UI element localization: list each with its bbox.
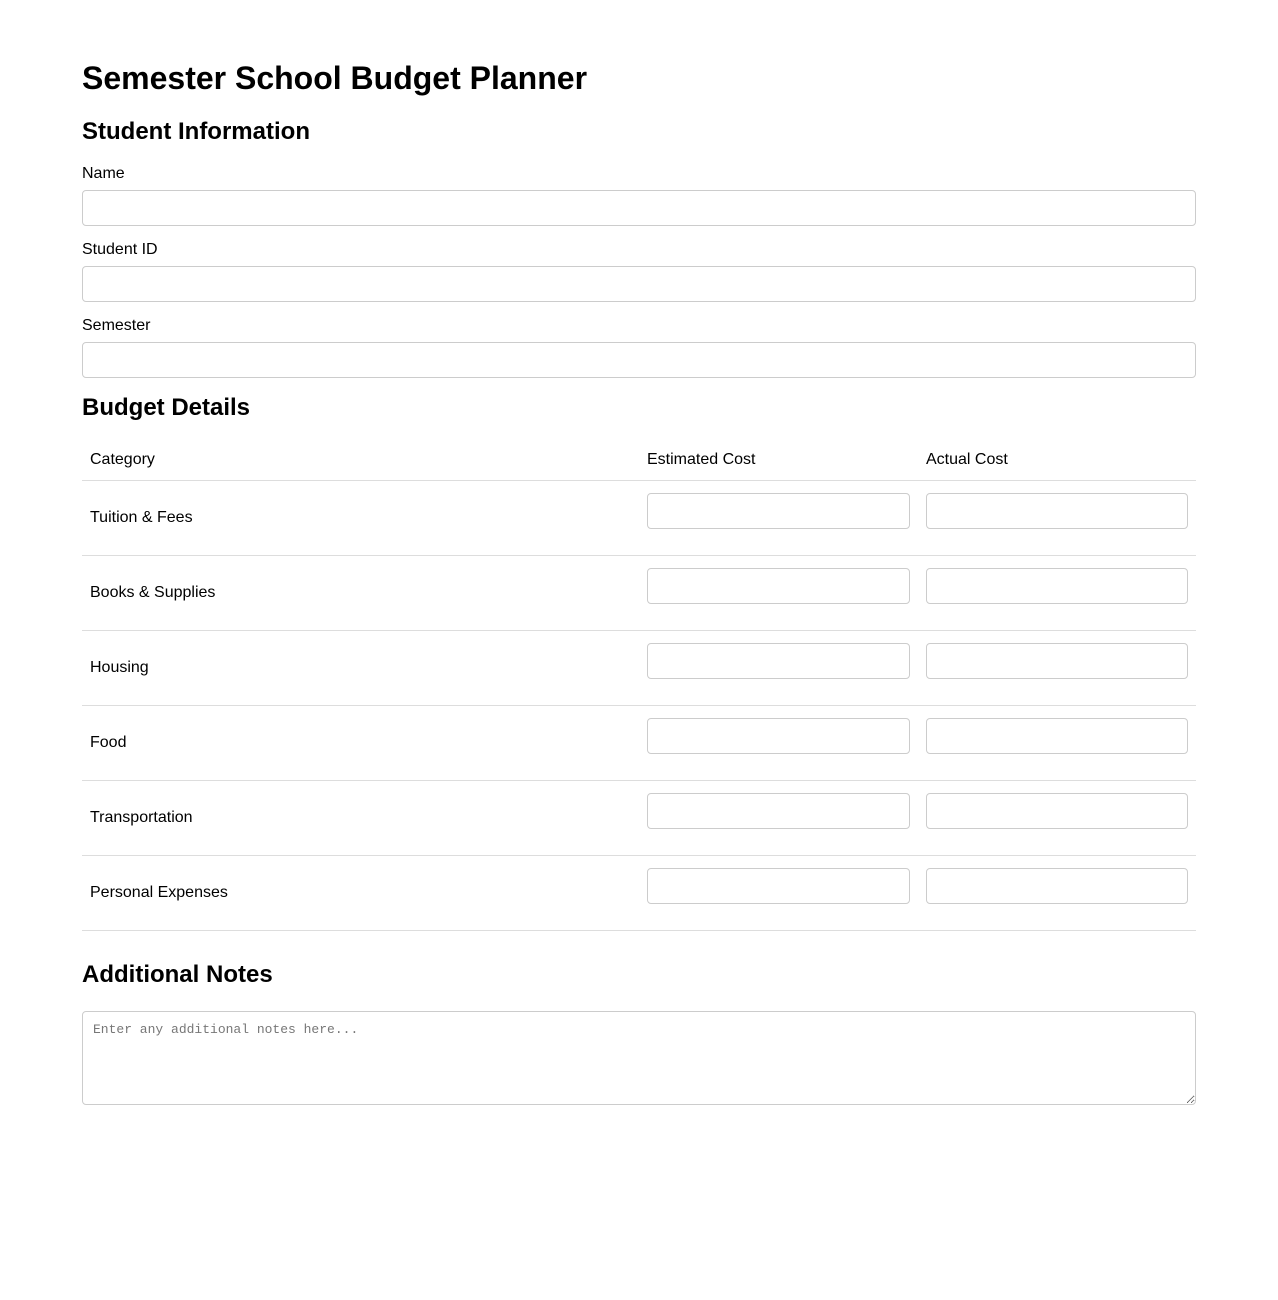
category-cell: Housing: [82, 630, 639, 705]
estimated-cost-input[interactable]: [647, 568, 910, 604]
actual-cell: [918, 855, 1196, 930]
estimated-cell: [639, 555, 918, 630]
estimated-cell: [639, 705, 918, 780]
notes-textarea[interactable]: [82, 1011, 1196, 1105]
additional-notes-heading: Additional Notes: [82, 960, 273, 988]
name-label: Name: [82, 165, 125, 182]
actual-cost-input[interactable]: [926, 568, 1188, 604]
student-id-label: Student ID: [82, 241, 158, 258]
actual-cost-input[interactable]: [926, 868, 1188, 904]
estimated-cost-input[interactable]: [647, 718, 910, 754]
estimated-cell: [639, 630, 918, 705]
category-cell: Food: [82, 705, 639, 780]
actual-cost-input[interactable]: [926, 643, 1188, 679]
estimated-cost-input[interactable]: [647, 793, 910, 829]
estimated-cost-input[interactable]: [647, 493, 910, 529]
estimated-cell: [639, 780, 918, 855]
table-row: [82, 705, 1196, 780]
column-header-category: Category: [82, 440, 639, 480]
actual-cell: [918, 630, 1196, 705]
student-info-heading: Student Information: [82, 118, 310, 145]
actual-cost-input[interactable]: [926, 493, 1188, 529]
actual-cost-input[interactable]: [926, 718, 1188, 754]
actual-cell: [918, 555, 1196, 630]
semester-label: Semester: [82, 317, 151, 334]
actual-cell: [918, 780, 1196, 855]
table-row: [82, 480, 1196, 555]
semester-input[interactable]: [82, 342, 1196, 378]
table-row: [82, 855, 1196, 930]
table-header-row: [82, 440, 1196, 480]
table-row: [82, 555, 1196, 630]
category-cell: Tuition & Fees: [82, 480, 639, 555]
student-id-input[interactable]: [82, 266, 1196, 302]
category-cell: Books & Supplies: [82, 555, 639, 630]
actual-cost-input[interactable]: [926, 793, 1188, 829]
category-cell: Personal Expenses: [82, 855, 639, 930]
budget-planner-form: [82, 58, 1196, 1105]
estimated-cell: [639, 480, 918, 555]
budget-table: [82, 440, 1196, 931]
column-header-estimated: Estimated Cost: [639, 440, 918, 480]
column-header-actual: Actual Cost: [918, 440, 1196, 480]
estimated-cell: [639, 855, 918, 930]
category-cell: Transportation: [82, 780, 639, 855]
table-row: [82, 630, 1196, 705]
page-title: Semester School Budget Planner: [82, 60, 588, 96]
estimated-cost-input[interactable]: [647, 868, 910, 904]
actual-cell: [918, 480, 1196, 555]
budget-details-heading: Budget Details: [82, 394, 251, 421]
table-row: [82, 780, 1196, 855]
actual-cell: [918, 705, 1196, 780]
name-input[interactable]: [82, 190, 1196, 226]
estimated-cost-input[interactable]: [647, 643, 910, 679]
